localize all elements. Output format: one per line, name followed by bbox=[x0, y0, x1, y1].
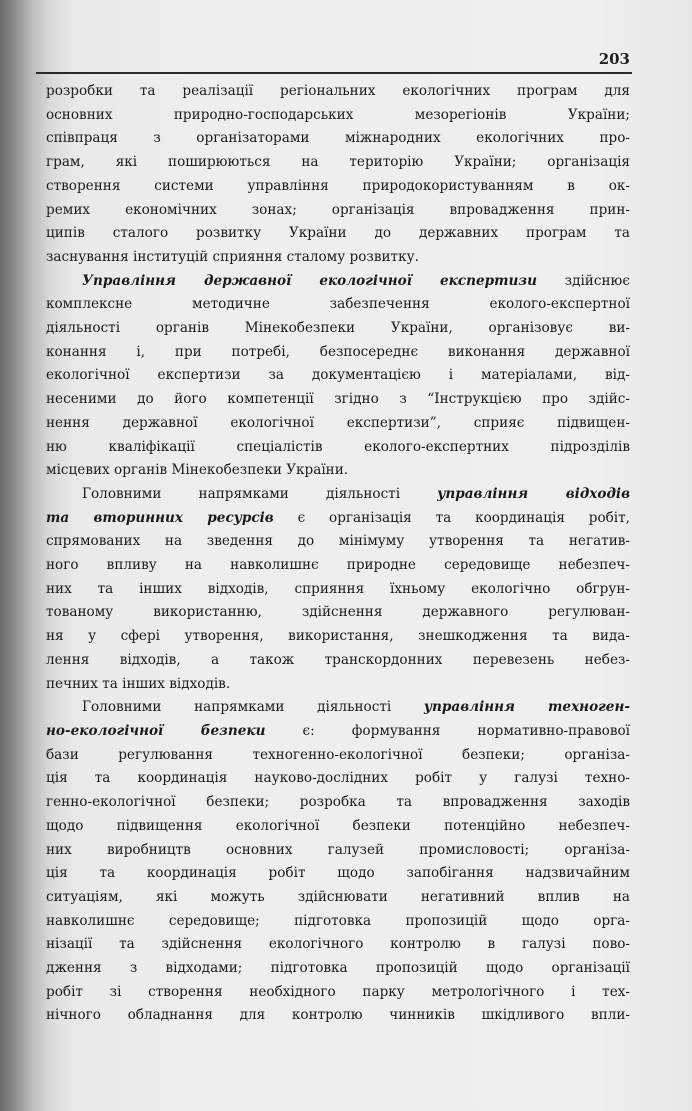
text-segment: нення державної екологічної експертизи”, сприяє підвищен- bbox=[46, 414, 630, 431]
emphasized-term: но-екологічної безпеки bbox=[46, 722, 266, 739]
text-segment: них та інших відходів, сприяння їхньому екологічно обгрун- bbox=[46, 580, 630, 597]
text-line bbox=[46, 791, 630, 815]
text-segment: них виробництв основних галузей промисловості; організа- bbox=[46, 841, 630, 858]
text-line bbox=[46, 80, 630, 104]
body-text bbox=[46, 80, 630, 1028]
text-line bbox=[46, 815, 630, 839]
text-line bbox=[46, 412, 630, 436]
emphasized-term: Управління державної екологічної експертизи bbox=[82, 272, 537, 289]
text-line bbox=[46, 554, 630, 578]
text-line bbox=[46, 649, 630, 673]
text-segment: бази регулювання техногенно-екологічної безпеки; організа- bbox=[46, 746, 630, 763]
text-line bbox=[46, 483, 630, 507]
text-line bbox=[46, 933, 630, 957]
emphasized-term: та вторинних ресурсів bbox=[46, 509, 274, 526]
text-line bbox=[46, 270, 630, 294]
emphasized-term: управління відходів bbox=[437, 485, 630, 502]
text-line bbox=[46, 222, 630, 246]
text-line bbox=[46, 910, 630, 934]
emphasized-term: управління техноген- bbox=[423, 699, 630, 716]
text-line bbox=[46, 767, 630, 791]
text-line bbox=[46, 293, 630, 317]
text-line bbox=[46, 459, 630, 483]
text-segment: діяльності органів Мінекобезпеки України, організовує ви- bbox=[46, 320, 630, 337]
text-segment: печних та інших відходів. bbox=[46, 675, 231, 692]
text-segment: Головними напрямками діяльності bbox=[82, 699, 424, 716]
header-rule bbox=[36, 72, 632, 74]
text-segment: ція та координація науково-дослідних робіт у галузі техно- bbox=[46, 770, 630, 787]
text-line bbox=[46, 957, 630, 981]
text-segment: є: формування нормативно-правової bbox=[265, 722, 630, 739]
text-segment: конання і, при потребі, безпосереднє виконання державної bbox=[46, 343, 630, 360]
text-line bbox=[46, 625, 630, 649]
text-line bbox=[46, 127, 630, 151]
text-segment: комплексне методичне забезпечення еколого-експертної bbox=[46, 296, 630, 313]
text-segment: розробки та реалізації регіональних екологічних програм для bbox=[46, 83, 630, 99]
text-segment: ню кваліфікації спеціалістів еколого-експертних підрозділів bbox=[46, 438, 630, 455]
text-segment: ція та координація робіт щодо запобігання надзвичайним bbox=[46, 865, 630, 882]
text-segment: робіт зі створення необхідного парку метрологічного і тех- bbox=[46, 983, 630, 1000]
text-line bbox=[46, 601, 630, 625]
text-segment: лення відходів, а також транскордонних перевезень небез- bbox=[46, 651, 630, 668]
text-segment: спрямованих на зведення до мінімуму утворення та негатив- bbox=[46, 533, 630, 550]
text-segment: співпраця з організаторами міжнародних екологічних про- bbox=[46, 130, 630, 147]
text-segment: навколишнє середовище; підготовка пропозицій щодо орга- bbox=[46, 912, 630, 929]
text-line bbox=[46, 151, 630, 175]
text-line bbox=[46, 696, 630, 720]
text-segment: нізації та здійснення екологічного контролю в галузі пово- bbox=[46, 936, 630, 953]
text-line bbox=[46, 199, 630, 223]
text-segment: ситуаціям, які можуть здійснювати негативний вплив на bbox=[46, 888, 630, 905]
text-segment: ня у сфері утворення, використання, знешкодження та вида- bbox=[46, 628, 630, 645]
text-segment: тованому використанню, здійснення державного регулюван- bbox=[46, 604, 630, 621]
text-segment: грам, які поширюються на територію України; організація bbox=[46, 154, 630, 171]
text-line bbox=[46, 839, 630, 863]
text-line bbox=[46, 744, 630, 768]
text-segment: генно-екологічної безпеки; розробка та впровадження заходів bbox=[46, 794, 630, 811]
text-segment: дження з відходами; підготовка пропозицій щодо організації bbox=[46, 960, 630, 977]
text-segment: Головними напрямками діяльності bbox=[82, 485, 438, 502]
text-line bbox=[46, 317, 630, 341]
text-line bbox=[46, 175, 630, 199]
text-line bbox=[46, 578, 630, 602]
text-segment: ципів сталого розвитку України до державних програм та bbox=[46, 225, 630, 242]
text-segment: несеними до його компетенції згідно з “Інструкцією про здійс- bbox=[46, 391, 630, 408]
text-segment: заснування інституцій сприяння сталому розвитку. bbox=[46, 248, 419, 265]
text-segment: основних природно-господарських мезорегіонів України; bbox=[46, 106, 630, 123]
text-segment: створення системи управління природокористуванням в ок- bbox=[46, 177, 630, 194]
text-segment: нічного обладнання для контролю чинників шкідливого впли- bbox=[46, 1007, 630, 1024]
text-segment: щодо підвищення екологічної безпеки потенційно небезпеч- bbox=[46, 817, 630, 834]
text-line bbox=[46, 886, 630, 910]
text-line bbox=[46, 436, 630, 460]
text-line bbox=[46, 673, 630, 697]
text-line bbox=[46, 388, 630, 412]
text-segment: ного впливу на навколишнє природне середовище небезпеч- bbox=[46, 557, 630, 574]
text-line bbox=[46, 862, 630, 886]
text-line bbox=[46, 364, 630, 388]
text-segment: здійснює bbox=[537, 272, 630, 289]
text-line bbox=[46, 530, 630, 554]
text-line bbox=[46, 720, 630, 744]
text-line bbox=[46, 341, 630, 365]
text-line bbox=[46, 1004, 630, 1028]
text-segment: є організація та координація робіт, bbox=[273, 509, 630, 526]
text-segment: екологічної експертизи за документацією і матеріалами, від- bbox=[46, 367, 630, 384]
text-line bbox=[46, 507, 630, 531]
text-line bbox=[46, 981, 630, 1005]
page-number: 203 bbox=[598, 50, 630, 68]
text-segment: місцевих органів Мінекобезпеки України. bbox=[46, 462, 349, 479]
text-line bbox=[46, 104, 630, 128]
text-line bbox=[46, 246, 630, 270]
text-segment: ремих економічних зонах; організація впровадження прин- bbox=[46, 201, 630, 218]
